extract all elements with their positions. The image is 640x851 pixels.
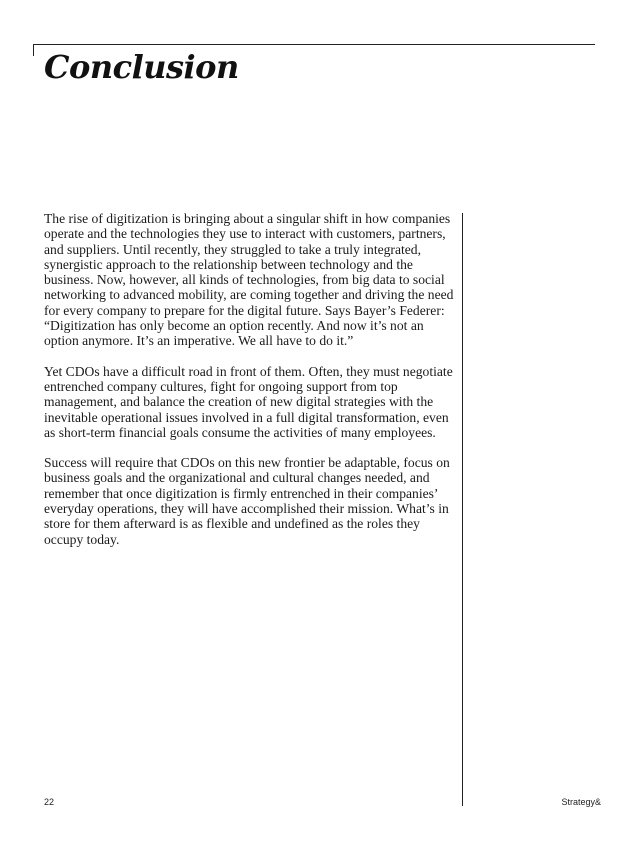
header-rule (33, 44, 595, 45)
paragraph: The rise of digitization is bringing about a singular shift in how companies operate and the technologies they use to interact with customers, partners, and suppliers. Until recently, they struggled to take a truly integrated, synergistic approach to the relationship between technology and the business. Now, however, all kinds of technologies, from big data to social networking to advanced mobility, are coming together and driving the need for every company to prepare for the digital future. Says Bayer’s Federer: “Digitization has only become an option recently. And now it’s not an option anymore. It’s an imperative. We all have to do it.” (44, 211, 454, 349)
paragraph: Success will require that CDOs on this new frontier be adaptable, focus on business goals and the organizational and cultural changes needed, and remember that once digitization is firmly entrenched in their companies’ everyday operations, they will have accomplished their mission. What’s in store for them afterward is as flexible and undefined as the roles they occupy today. (44, 455, 450, 547)
paragraph: Yet CDOs have a difficult road in front of them. Often, they must negotiate entrenched company cultures, fight for ongoing support from top management, and balance the creation of new digital strategies with the inevitable operational issues involved in a full digital transformation, even as short-term financial goals consume the activities of many employees. (44, 363, 453, 440)
brand-name: Strategy& (561, 797, 601, 807)
header-corner-mark (33, 44, 34, 56)
page-number: 22 (44, 797, 55, 807)
body-text (44, 211, 456, 562)
column-divider (462, 213, 463, 806)
page-title: Conclusion (44, 48, 239, 86)
